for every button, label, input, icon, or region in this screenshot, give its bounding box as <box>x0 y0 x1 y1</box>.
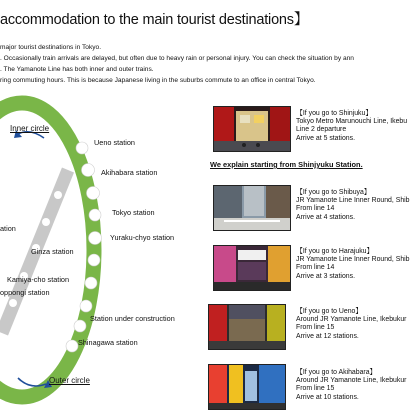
intro-line-4: ring commuting hours. This is because Japanese living in the suburbs commute to an office in central Tokyo. <box>0 77 316 84</box>
station-tokyo: Tokyo station <box>112 208 155 217</box>
inner-circle-label: Inner circle <box>10 124 50 133</box>
destination-platform: From line 15 <box>296 385 335 393</box>
destination-route: Around JR Yamanote Line, Ikebukur <box>296 377 407 385</box>
akihabara-street-photo <box>208 364 286 410</box>
station-shinagawa: Shinagawa station <box>78 338 138 347</box>
destination-akihabara <box>296 369 406 402</box>
destination-heading: 【If you go to Shibuya】 <box>296 189 371 196</box>
destination-platform: From line 14 <box>296 264 335 272</box>
explain-heading: We explain starting from Shinjyuku Station. <box>210 160 363 169</box>
station-akihabara: Akihabara station <box>101 168 158 177</box>
intro-line-3: . The Yamanote Line has both inner and outer trains. <box>0 66 154 73</box>
destination-heading: 【If you go to Harajuku】 <box>296 248 374 255</box>
station-left-partial: ation <box>0 224 16 233</box>
outer-circle-label: Outer circle <box>49 376 90 385</box>
destination-shibuya <box>296 189 410 222</box>
yamanote-map <box>0 0 205 420</box>
destination-platform: Line 2 departure <box>296 126 347 134</box>
intro-line-2: . Occasionally train arrivals are delayed, but often due to heavy rain or personal injury. You can check the situation by ann <box>0 55 354 62</box>
destination-platform: From line 14 <box>296 205 335 213</box>
destination-route: JR Yamanote Line Inner Round, Shib <box>296 256 410 264</box>
page-title: accommodation to the main tourist destinations】 <box>0 12 309 28</box>
outer-circle-arrow <box>18 378 46 386</box>
station-ueno: Ueno station <box>94 138 135 147</box>
destination-route: Around JR Yamanote Line, Ikebukur <box>296 316 407 324</box>
destination-arrival: Arrive at 3 stations. <box>296 272 355 280</box>
shinjuku-street-photo <box>213 106 291 152</box>
station-roppongi: oppongi station <box>0 288 50 297</box>
ueno-market-photo <box>208 304 286 350</box>
destination-harajuku <box>296 248 410 281</box>
destination-route: Tokyo Metro Marunouchi Line, Ikebu <box>296 118 408 126</box>
destination-arrival: Arrive at 5 stations. <box>296 134 355 142</box>
station-ginza: Ginza station <box>31 247 74 256</box>
destination-arrival: Arrive at 12 stations. <box>296 332 359 340</box>
destination-heading: 【If you go to Ueno】 <box>296 308 363 315</box>
destination-shinjuku <box>296 110 407 143</box>
destination-ueno <box>296 308 406 341</box>
station-under-construction: Station under construction <box>90 314 175 323</box>
station-kamiyacho: Kamiya-cho station <box>7 275 70 284</box>
destination-heading: 【If you go to Shinjuku】 <box>296 110 373 117</box>
intro-line-1: major tourist destinations in Tokyo. <box>0 44 102 51</box>
destination-arrival: Arrive at 10 stations. <box>296 393 359 401</box>
harajuku-street-photo <box>213 245 291 291</box>
shibuya-street-photo <box>213 185 291 231</box>
destination-arrival: Arrive at 4 stations. <box>296 213 355 221</box>
destination-platform: From line 15 <box>296 324 335 332</box>
destination-route: JR Yamanote Line Inner Round, Shib <box>296 197 410 205</box>
destination-heading: 【If you go to Akihabara】 <box>296 369 377 376</box>
station-yurakucho: Yuraku-chyo station <box>110 233 175 242</box>
